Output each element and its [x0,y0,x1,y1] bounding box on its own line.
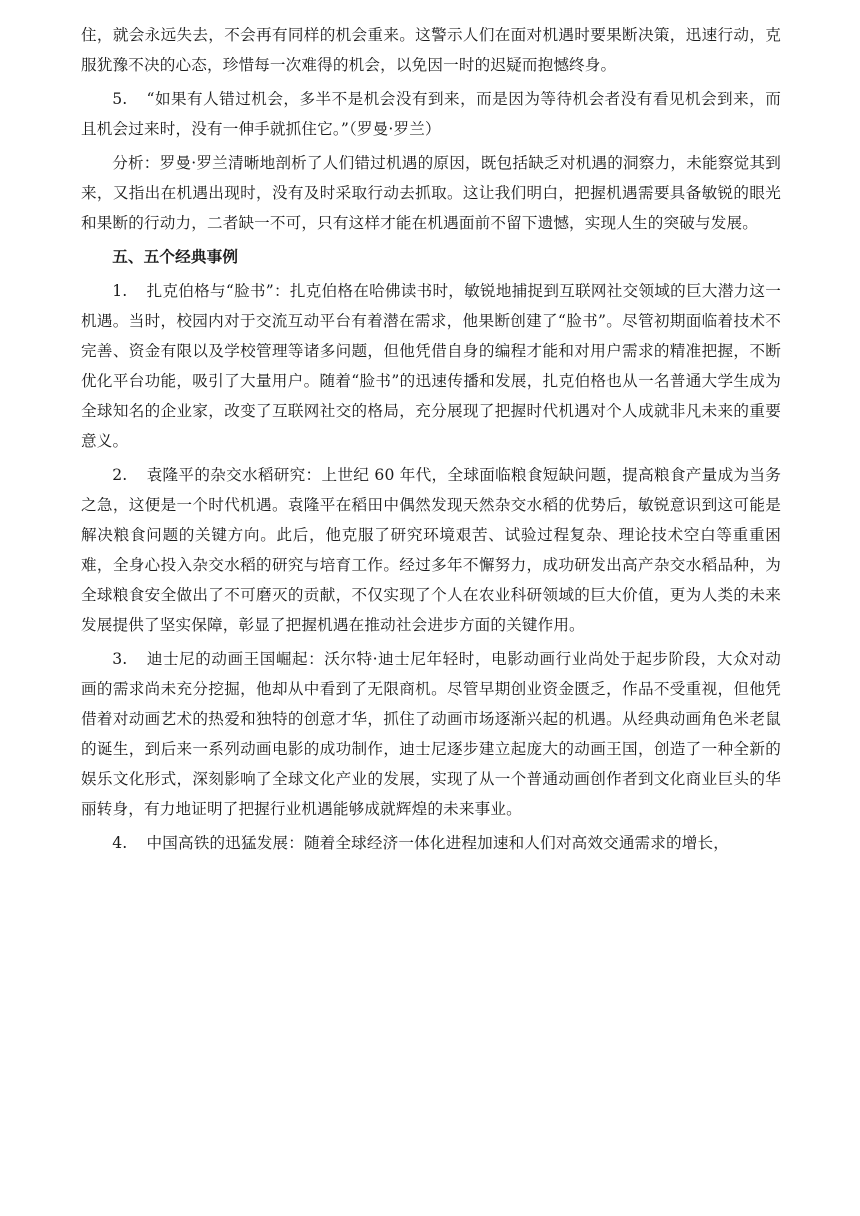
analysis-paragraph: 分析：罗曼·罗兰清晰地剖析了人们错过机遇的原因，既包括缺乏对机遇的洞察力，未能察觉其到来，又指出在机遇出现时，没有及时采取行动去抓取。这让我们明白，把握机遇需要具备敏锐的眼光和果断的行动力，二者缺一不可，只有这样才能在机遇面前不留下遗憾，实现人生的突破与发展。 [81,154,781,232]
case-number: 3. [112,650,128,668]
quote-number: 5. [112,90,128,108]
case-number: 1. [112,282,128,300]
case-item-3 [81,644,781,824]
quote-item-5 [81,84,781,144]
case-number: 2. [112,466,128,484]
case-text: 中国高铁的迅猛发展：随着全球经济一体化进程加速和人们对高效交通需求的增长， [146,834,730,852]
case-item-1 [81,276,781,456]
case-number: 4. [112,834,128,852]
paragraph-continuation: 住，就会永远失去，不会再有同样的机会重来。这警示人们在面对机遇时要果断决策，迅速行动，克服犹豫不决的心态，珍惜每一次难得的机会，以免因一时的迟疑而抱憾终身。 [81,26,781,74]
case-text: 袁隆平的杂交水稻研究：上世纪 60 年代，全球面临粮食短缺问题，提高粮食产量成为当务之急，这便是一个时代机遇。袁隆平在稻田中偶然发现天然杂交水稻的优势后，敏锐意识到这可能是解决粮食问题的关键方向。此后，他克服了研究环境艰苦、试验过程复杂、理论技术空白等重重困难，全身心投入杂交水稻的研究与培育工作。经过多年不懈努力，成功研发出高产杂交水稻品种，为全球粮食安全做出了不可磨灭的贡献，不仅实现了个人在农业科研领域的巨大价值，更为人类的未来发展提供了坚实保障，彰显了把握机遇在推动社会进步方面的关键作用。 [81,466,781,634]
case-item-2 [81,460,781,640]
quote-text: “如果有人错过机会，多半不是机会没有到来，而是因为等待机会者没有看见机会到来，而且机会过来时，没有一伸手就抓住它。”（罗曼·罗兰） [81,90,781,138]
section-heading: 五、五个经典事例 [112,247,239,266]
case-text: 扎克伯格与“脸书”：扎克伯格在哈佛读书时，敏锐地捕捉到互联网社交领域的巨大潜力这一机遇。当时，校园内对于交流互动平台有着潜在需求，他果断创建了“脸书”。尽管初期面临着技术不完善、资金有限以及学校管理等诸多问题，但他凭借自身的编程才能和对用户需求的精准把握，不断优化平台功能，吸引了大量用户。随着“脸书”的迅速传播和发展，扎克伯格也从一名普通大学生成为全球知名的企业家，改变了互联网社交的格局，充分展现了把握时代机遇对个人成就非凡未来的重要意义。 [81,282,781,450]
case-text: 迪士尼的动画王国崛起：沃尔特·迪士尼年轻时，电影动画行业尚处于起步阶段，大众对动画的需求尚未充分挖掘，他却从中看到了无限商机。尽管早期创业资金匮乏，作品不受重视，但他凭借着对动画艺术的热爱和独特的创意才华，抓住了动画市场逐渐兴起的机遇。从经典动画角色米老鼠的诞生，到后来一系列动画电影的成功制作，迪士尼逐步建立起庞大的动画王国，创造了一种全新的娱乐文化形式，深刻影响了全球文化产业的发展，实现了从一个普通动画创作者到文化商业巨头的华丽转身，有力地证明了把握行业机遇能够成就辉煌的未来事业。 [81,650,781,818]
case-item-4 [81,828,781,858]
document-body [81,20,781,862]
